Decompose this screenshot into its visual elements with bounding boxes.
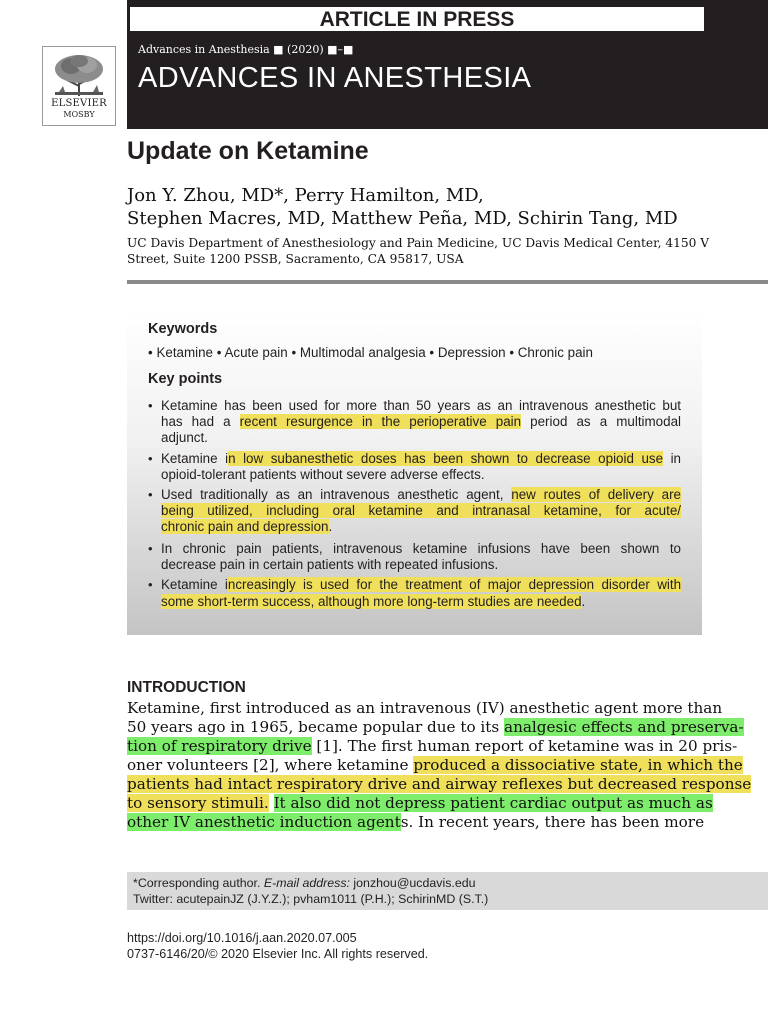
- keywords-heading: Keywords: [148, 321, 218, 337]
- intro-line-2: 50 years ago in 1965, became popular due to its analgesic effects and preserva-: [127, 718, 744, 736]
- key-point-1-line-1: Ketamine has been used for more than 50 years as an intravenous anesthetic but: [161, 398, 681, 413]
- key-point-bullet: •: [148, 541, 153, 556]
- keyword-item: Ketamine: [156, 345, 214, 360]
- doi-link[interactable]: https://doi.org/10.1016/j.aan.2020.07.005: [127, 931, 357, 945]
- author-email: jonzhou@ucdavis.edu: [349, 876, 476, 890]
- key-points-box: [127, 310, 702, 635]
- key-point-4-line-2: decrease pain in certain patients with repeated infusions.: [161, 557, 499, 572]
- keyword-item: Depression: [437, 345, 506, 360]
- introduction-heading: INTRODUCTION: [127, 679, 246, 696]
- highlight-green: other IV anesthetic induction agent: [127, 813, 401, 831]
- key-points-heading: Key points: [148, 371, 223, 387]
- intro-line-7: other IV anesthetic induction agents. In recent years, there has been more: [127, 813, 705, 831]
- key-point-2-line-1: Ketamine in low subanesthetic doses has been shown to decrease opioid use in: [161, 451, 682, 466]
- key-point-1-line-3: adjunct.: [161, 430, 208, 445]
- keywords-list: [148, 345, 593, 360]
- key-point-5-line-1: Ketamine increasingly is used for the treatment of major depression disorder with: [161, 577, 682, 592]
- key-point-bullet: •: [148, 487, 153, 502]
- keyword-bullet: •: [216, 345, 222, 360]
- highlight-yellow: produced a dissociative state, in which the: [413, 756, 743, 774]
- intro-line-4: oner volunteers [2], where ketamine produced a dissociative state, in which the: [127, 756, 743, 774]
- authors-line-2: Stephen Macres, MD, Matthew Peña, MD, Schirin Tang, MD: [127, 208, 678, 229]
- intro-line-3: tion of respiratory drive [1]. The first human report of ketamine was in 20 pris-: [127, 737, 738, 755]
- intro-line-5: [127, 775, 752, 794]
- keyword-item: Acute pain: [224, 345, 288, 360]
- journal-citation-line: Advances in Anesthesia ■ (2020) ■–■: [138, 43, 354, 56]
- keyword-item: Multimodal analgesia: [299, 345, 426, 360]
- highlight-yellow: chronic pain and depression: [161, 519, 329, 534]
- section-divider: [127, 280, 768, 284]
- article-title: Update on Ketamine: [127, 137, 369, 165]
- article-in-press-label: ARTICLE IN PRESS: [319, 8, 515, 31]
- copyright-line: 0737-6146/20/© 2020 Elsevier Inc. All rights reserved.: [127, 947, 429, 961]
- highlight-yellow: patients had intact respiratory drive and airway reflexes but decreased response: [127, 775, 752, 793]
- highlight-yellow: ncreasingly is used for the treatment of major depression disorder with: [227, 577, 682, 592]
- keyword-bullet: •: [148, 345, 153, 360]
- journal-title: ADVANCES IN ANESTHESIA: [138, 62, 532, 94]
- key-point-bullet: •: [148, 398, 153, 413]
- authors-line-1: Jon Y. Zhou, MD*, Perry Hamilton, MD,: [127, 185, 484, 206]
- corresponding-author-footnote: [127, 872, 768, 910]
- intro-line-1: Ketamine, first introduced as an intravenous (IV) anesthetic agent more than: [127, 699, 723, 717]
- highlight-green: tion of respiratory drive: [127, 737, 312, 755]
- highlight-green: It also did not depress patient cardiac output as much as: [273, 794, 713, 812]
- highlight-yellow: new routes of delivery are: [511, 487, 682, 502]
- intro-line-6: [127, 794, 713, 813]
- highlight-yellow: some short-term success, although more long-term studies are needed: [161, 594, 582, 609]
- keyword-item: Chronic pain: [517, 345, 593, 360]
- highlight-yellow: to sensory stimuli.: [127, 794, 269, 812]
- key-point-bullet: •: [148, 451, 153, 466]
- key-point-4-line-1: In chronic pain patients, intravenous ketamine infusions have been shown to: [161, 541, 681, 556]
- key-point-bullet: •: [148, 577, 153, 592]
- article-in-press-banner: [130, 7, 704, 31]
- key-point-3-line-2: [161, 503, 681, 519]
- key-point-3-line-3: chronic pain and depression.: [161, 519, 333, 534]
- email-label: E-mail address:: [263, 876, 350, 890]
- highlight-yellow: being utilized, including oral ketamine and intranasal ketamine, for acute/: [161, 503, 681, 518]
- elsevier-wordmark: ELSEVIER: [51, 98, 107, 109]
- key-point-1-line-2: has had a recent resurgence in the perioperative pain period as a multimodal: [161, 414, 681, 429]
- publisher-logo: [42, 46, 116, 126]
- highlight-green: analgesic effects and preserva-: [504, 718, 744, 736]
- mosby-wordmark: MOSBY: [63, 110, 95, 119]
- highlight-yellow: recent resurgence in the perioperative pain: [239, 414, 522, 429]
- elsevier-tree-icon: [51, 52, 107, 98]
- affiliation-line-2: Street, Suite 1200 PSSB, Sacramento, CA 95817, USA: [127, 252, 464, 266]
- affiliation-line-1: UC Davis Department of Anesthesiology and Pain Medicine, UC Davis Medical Center, 4150 V: [127, 236, 710, 250]
- corresponding-author-line: *Corresponding author. E-mail address: jonzhou@ucdavis.edu: [133, 876, 476, 890]
- keyword-bullet: •: [509, 345, 515, 360]
- key-point-3-line-1: Used traditionally as an intravenous anesthetic agent, new routes of delivery are: [161, 487, 682, 502]
- highlight-yellow: n low subanesthetic doses has been shown to decrease opioid use: [228, 451, 664, 466]
- keyword-bullet: •: [429, 345, 435, 360]
- twitter-handles: Twitter: acutepainJZ (J.Y.Z.); pvham1011 (P.H.); SchirinMD (S.T.): [133, 892, 489, 906]
- key-point-5-line-2: some short-term success, although more long-term studies are needed.: [161, 594, 586, 609]
- keyword-bullet: •: [291, 345, 297, 360]
- key-point-2-line-2: opioid-tolerant patients without severe adverse effects.: [161, 467, 485, 482]
